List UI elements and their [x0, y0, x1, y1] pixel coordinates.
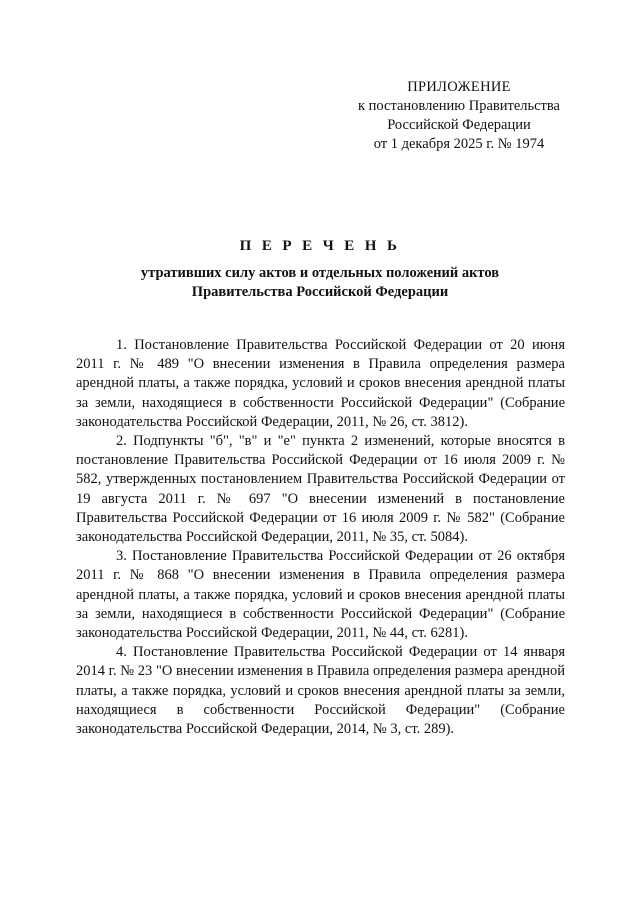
- appendix-title: ПРИЛОЖЕНИЕ: [407, 79, 511, 95]
- list-item-3: 3. Постановление Правительства Российской Федерации от 26 октября 2011 г. № 868 "О внесении изменения в Правила определения размера арендной платы, а также порядка, условий и сроков внесения арендной платы за земли, находящиеся в собственности Российской Федерации" (Собрание законодательства Российской Федерации, 2011, № 44, ст. 6281).: [76, 548, 565, 642]
- list-item-4: 4. Постановление Правительства Российской Федерации от 14 января 2014 г. № 23 "О внесении изменения в Правила определения размера арендной платы, а также порядка, условий и сроков внесения арендной платы за земли, находящиеся в собственности Российской Федерации" (Собрание законодательства Российской Федерации, 2014, № 3, ст. 289).: [76, 644, 565, 738]
- appendix-reference-line: к постановлению Правительства: [358, 98, 560, 114]
- subtitle-line-1: утративших силу актов и отдельных положений актов: [140, 265, 500, 281]
- subtitle-line-2: Правительства Российской Федерации: [191, 284, 449, 300]
- document-title: П Е Р Е Ч Е Н Ь: [239, 238, 401, 254]
- document-subtitle: [110, 264, 530, 302]
- appendix-government-line: Российской Федерации: [387, 117, 531, 133]
- appendix-header: [330, 78, 588, 154]
- list-item-2: 2. Подпункты "б", "в" и "е" пункта 2 изменений, которые вносятся в постановление Правительства Российской Федерации от 16 июля 2009 г. № 582, утвержденных постановлением Правительства Российской Федерации от 19 августа 2011 г. № 697 "О внесении изменений в постановление Правительства Российской Федерации от 16 июля 2009 г. № 582" (Собрание законодательства Российской Федерации, 2011, № 35, ст. 5084).: [76, 433, 565, 546]
- list-item-1: 1. Постановление Правительства Российской Федерации от 20 июня 2011 г. № 489 "О внесении изменения в Правила определения размера арендной платы, а также порядка, условий и сроков внесения арендной платы за земли, находящиеся в собственности Российской Федерации" (Собрание законодательства Российской Федерации, 2011, № 26, ст. 3812).: [76, 337, 565, 430]
- acts-list: [76, 336, 565, 739]
- appendix-date-number: от 1 декабря 2025 г. № 1974: [373, 136, 545, 152]
